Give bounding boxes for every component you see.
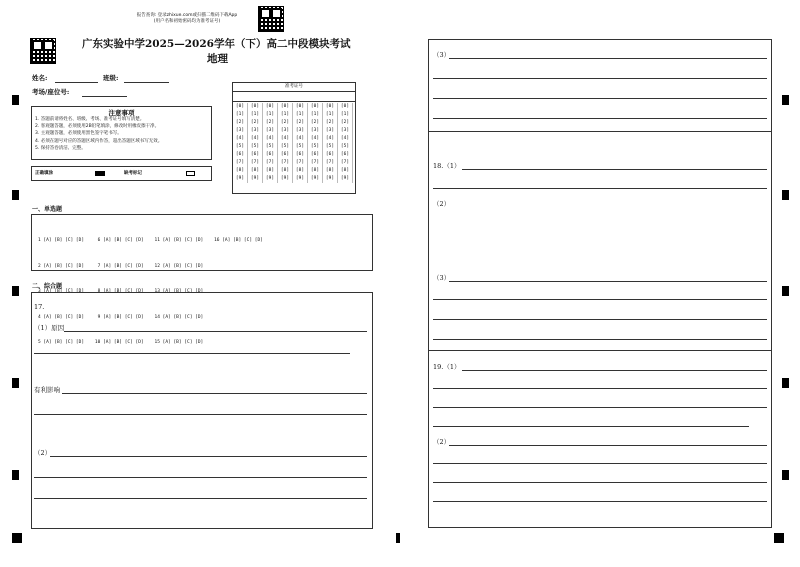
q17-3-label: （3） (433, 51, 451, 59)
answer-line[interactable] (433, 319, 767, 320)
exam-id-digit-bubble[interactable]: [4] (325, 136, 335, 141)
exam-id-digit-bubble[interactable]: [7] (325, 160, 335, 165)
exam-id-column[interactable] (263, 103, 278, 183)
exam-id-digit-bubble[interactable]: [9] (280, 176, 290, 181)
exam-id-digit-bubble[interactable]: [6] (280, 152, 290, 157)
exam-id-grid[interactable] (233, 103, 353, 183)
q17-effect-label: 有利影响 (34, 386, 60, 394)
report-notice-line2: (用户名和初始密码均为准考证号) (153, 19, 221, 24)
exam-id-digit-bubble[interactable]: [5] (235, 144, 245, 149)
right-answer-box (428, 39, 772, 528)
exam-id-digit-bubble[interactable]: [1] (325, 112, 335, 117)
answer-line[interactable] (34, 477, 367, 478)
question-divider (428, 350, 772, 351)
exam-id-digit-bubble[interactable]: [7] (235, 160, 245, 165)
registration-mark (782, 378, 789, 388)
exam-id-digit-bubble[interactable]: [4] (295, 136, 305, 141)
exam-id-column[interactable] (248, 103, 263, 183)
exam-id-digit-bubble[interactable]: [8] (235, 168, 245, 173)
registration-mark (12, 95, 19, 105)
qr-code-icon (258, 6, 284, 32)
q17-1-label: （1）原因 (34, 324, 65, 332)
answer-line[interactable] (433, 339, 767, 340)
exam-id-digit-bubble[interactable]: [9] (310, 176, 320, 181)
name-field[interactable] (32, 73, 47, 82)
exam-id-digit-bubble[interactable]: [5] (250, 144, 260, 149)
exam-id-digit-bubble[interactable]: [2] (325, 120, 335, 125)
exam-id-digit-bubble[interactable]: [9] (340, 176, 350, 181)
exam-id-digit-bubble[interactable]: [6] (265, 152, 275, 157)
exam-id-digit-bubble[interactable]: [3] (295, 128, 305, 133)
exam-id-digit-bubble[interactable]: [5] (280, 144, 290, 149)
exam-id-digit-bubble[interactable]: [0] (310, 104, 320, 109)
exam-id-digit-bubble[interactable]: [3] (280, 128, 290, 133)
exam-id-digit-bubble[interactable]: [0] (235, 104, 245, 109)
exam-id-digit-bubble[interactable]: [7] (280, 160, 290, 165)
answer-line[interactable] (462, 370, 767, 371)
answer-line[interactable] (433, 407, 767, 408)
class-underline (124, 82, 169, 83)
qr-code-icon (30, 38, 56, 64)
correct-fill-label: 正确填涂 (35, 171, 53, 176)
exam-id-digit-bubble[interactable]: [6] (235, 152, 245, 157)
exam-id-digit-bubble[interactable]: [4] (235, 136, 245, 141)
exam-id-digit-bubble[interactable]: [8] (325, 168, 335, 173)
exam-id-digit-bubble[interactable]: [8] (310, 168, 320, 173)
exam-id-digit-bubble[interactable]: [4] (340, 136, 350, 141)
answer-line[interactable] (433, 388, 767, 389)
exam-id-digit-bubble[interactable]: [5] (340, 144, 350, 149)
exam-id-digit-bubble[interactable]: [2] (280, 120, 290, 125)
exam-id-divider (232, 91, 356, 92)
exam-id-digit-bubble[interactable]: [9] (295, 176, 305, 181)
notes-item: 3. 主观题答题，必须使用黑色签字笔书写。 (35, 131, 122, 137)
exam-id-digit-bubble[interactable]: [1] (310, 112, 320, 117)
exam-id-digit-bubble[interactable]: [4] (265, 136, 275, 141)
exam-id-digit-bubble[interactable]: [0] (340, 104, 350, 109)
registration-mark (782, 470, 789, 480)
exam-id-digit-bubble[interactable]: [2] (235, 120, 245, 125)
exam-id-digit-bubble[interactable]: [2] (265, 120, 275, 125)
q17-label: 17. (34, 303, 45, 311)
exam-id-digit-bubble[interactable]: [3] (250, 128, 260, 133)
exam-id-digit-bubble[interactable]: [8] (280, 168, 290, 173)
exam-id-digit-bubble[interactable]: [0] (295, 104, 305, 109)
exam-id-digit-bubble[interactable]: [7] (295, 160, 305, 165)
exam-id-digit-bubble[interactable]: [4] (250, 136, 260, 141)
room-seat-underline (82, 96, 127, 97)
exam-id-digit-bubble[interactable]: [1] (280, 112, 290, 117)
answer-line[interactable] (462, 169, 767, 170)
mcq-row[interactable]: 3 [A] [B] [C] [D] 8 [A] [B] [C] [D] 13 [A] [B] [C] [D] (38, 289, 204, 294)
mcq-row[interactable]: 1 [A] [B] [C] [D] 6 [A] [B] [C] [D] 11 [A] [B] [C] [D] 16 [A] [B] [C] [D] (38, 238, 263, 243)
section1-title: 一、单选题 (32, 206, 63, 213)
exam-id-digit-bubble[interactable]: [5] (325, 144, 335, 149)
answer-line[interactable] (433, 188, 767, 189)
exam-id-digit-bubble[interactable]: [8] (265, 168, 275, 173)
registration-mark (12, 533, 22, 543)
exam-id-digit-bubble[interactable]: [3] (235, 128, 245, 133)
exam-id-column[interactable] (323, 103, 338, 183)
exam-id-digit-bubble[interactable]: [3] (265, 128, 275, 133)
report-notice-line1: 报告查询: 登录zhixue.com或扫描二维码下载App (136, 13, 238, 18)
exam-id-digit-bubble[interactable]: [0] (265, 104, 275, 109)
subject-title: 地理 (207, 53, 228, 65)
notes-list (35, 116, 210, 152)
exam-id-divider (232, 101, 356, 102)
name-underline (55, 82, 98, 83)
answer-line[interactable] (50, 456, 367, 457)
answer-line[interactable] (62, 393, 367, 394)
class-label: 班级: (103, 74, 119, 82)
exam-id-digit-bubble[interactable]: [1] (235, 112, 245, 117)
notes-item: 5. 保持答卷清洁、完整。 (35, 145, 86, 151)
exam-id-digit-bubble[interactable]: [1] (340, 112, 350, 117)
exam-id-digit-bubble[interactable]: [8] (250, 168, 260, 173)
exam-id-digit-bubble[interactable]: [8] (295, 168, 305, 173)
correct-fill-sample (95, 171, 105, 176)
exam-id-digit-bubble[interactable]: [7] (250, 160, 260, 165)
exam-id-digit-bubble[interactable]: [4] (310, 136, 320, 141)
exam-id-digit-bubble[interactable]: [6] (340, 152, 350, 157)
exam-id-digit-bubble[interactable]: [5] (310, 144, 320, 149)
answer-line[interactable] (433, 501, 767, 502)
exam-id-digit-bubble[interactable]: [2] (310, 120, 320, 125)
exam-id-digit-bubble[interactable]: [3] (340, 128, 350, 133)
fill-example-box (31, 166, 212, 181)
exam-id-digit-bubble[interactable]: [0] (250, 104, 260, 109)
exam-id-digit-bubble[interactable]: [9] (265, 176, 275, 181)
q18-2-label: （2） (433, 200, 451, 208)
notes-item: 2. 客观题答题，必须使用2B铅笔填涂，修改时用橡皮擦干净。 (35, 124, 160, 130)
absent-mark-checkbox[interactable] (186, 171, 195, 176)
exam-id-digit-bubble[interactable]: [6] (310, 152, 320, 157)
answer-line[interactable] (433, 482, 767, 483)
registration-mark (774, 533, 784, 543)
exam-id-column[interactable] (233, 103, 248, 183)
exam-id-digit-bubble[interactable]: [2] (295, 120, 305, 125)
exam-id-column[interactable] (308, 103, 323, 183)
absent-mark-label: 缺考标记 (124, 171, 142, 176)
exam-id-digit-bubble[interactable]: [3] (310, 128, 320, 133)
q18-1-label: 18.（1） (433, 162, 461, 170)
exam-id-digit-bubble[interactable]: [4] (280, 136, 290, 141)
report-notice (112, 12, 262, 24)
q18-3-label: （3） (433, 274, 451, 282)
mcq-row[interactable]: 5 [A] [B] [C] [D] 10 [A] [B] [C] [D] 15 [A] [B] [C] [D] (38, 340, 204, 345)
registration-mark (12, 286, 19, 296)
exam-id-label: 准考证号 (285, 84, 303, 89)
room-seat-label: 考场/座位号: (32, 88, 70, 96)
exam-id-digit-bubble[interactable]: [6] (325, 152, 335, 157)
answer-line[interactable] (34, 414, 367, 415)
registration-mark (782, 95, 789, 105)
q19-2-label: （2） (433, 438, 451, 446)
exam-id-digit-bubble[interactable]: [3] (325, 128, 335, 133)
answer-line[interactable] (34, 498, 367, 499)
q17-box (31, 292, 373, 529)
section2-title: 二、综合题 (32, 283, 63, 290)
answer-line[interactable] (449, 281, 767, 282)
registration-mark (12, 378, 19, 388)
answer-line[interactable] (433, 78, 767, 79)
page-title: 广东实验中学2025—2026学年（下）高二中段模块考试 (82, 38, 351, 50)
notes-item: 1. 答题前请将姓名、班级、考场、准考证号填写清楚。 (35, 117, 145, 122)
exam-id-digit-bubble[interactable]: [9] (235, 176, 245, 181)
q19-1-label: 19.（1） (433, 363, 461, 371)
answer-line[interactable] (449, 445, 767, 446)
answer-line[interactable] (433, 463, 767, 464)
exam-id-digit-bubble[interactable]: [0] (280, 104, 290, 109)
exam-id-digit-bubble[interactable]: [9] (325, 176, 335, 181)
exam-id-digit-bubble[interactable]: [7] (310, 160, 320, 165)
mcq-row[interactable]: 4 [A] [B] [C] [D] 9 [A] [B] [C] [D] 14 [A] [B] [C] [D] (38, 314, 204, 320)
room-seat-field[interactable] (32, 87, 69, 96)
exam-id-digit-bubble[interactable]: [7] (340, 160, 350, 165)
exam-id-digit-bubble[interactable]: [5] (295, 144, 305, 149)
exam-id-digit-bubble[interactable]: [5] (265, 144, 275, 149)
exam-id-digit-bubble[interactable]: [1] (250, 112, 260, 117)
registration-mark (12, 190, 19, 200)
exam-id-digit-bubble[interactable]: [1] (265, 112, 275, 117)
q17-2-label: （2） (34, 449, 52, 457)
mcq-row[interactable]: 2 [A] [B] [C] [D] 7 [A] [B] [C] [D] 12 [A] [B] [C] [D] (38, 263, 204, 269)
registration-mark (782, 286, 789, 296)
exam-id-digit-bubble[interactable]: [7] (265, 160, 275, 165)
notes-title: 注意事项 (108, 109, 135, 117)
class-field[interactable] (103, 73, 118, 82)
answer-line[interactable] (449, 58, 767, 59)
name-label: 姓名: (32, 74, 48, 82)
question-divider (428, 131, 772, 132)
exam-id-column[interactable] (278, 103, 293, 183)
exam-id-column[interactable] (293, 103, 308, 183)
registration-mark (12, 470, 19, 480)
exam-id-digit-bubble[interactable]: [1] (295, 112, 305, 117)
registration-mark (782, 190, 789, 200)
answer-line[interactable] (433, 98, 767, 99)
exam-id-column[interactable] (338, 103, 353, 183)
answer-line[interactable] (433, 118, 767, 119)
exam-id-digit-bubble[interactable]: [8] (340, 168, 350, 173)
registration-mark (396, 533, 400, 543)
answer-line[interactable] (433, 426, 749, 427)
exam-id-digit-bubble[interactable]: [0] (325, 104, 335, 109)
notes-item: 4. 必须在题号对应的答题区域内作答，超出答题区域书写无效。 (35, 138, 163, 144)
exam-id-digit-bubble[interactable]: [6] (250, 152, 260, 157)
exam-id-digit-bubble[interactable]: [2] (250, 120, 260, 125)
exam-id-digit-bubble[interactable]: [6] (295, 152, 305, 157)
answer-line[interactable] (64, 331, 367, 332)
exam-id-digit-bubble[interactable]: [2] (340, 120, 350, 125)
answer-line[interactable] (34, 353, 350, 354)
answer-line[interactable] (433, 299, 767, 300)
exam-id-digit-bubble[interactable]: [9] (250, 176, 260, 181)
